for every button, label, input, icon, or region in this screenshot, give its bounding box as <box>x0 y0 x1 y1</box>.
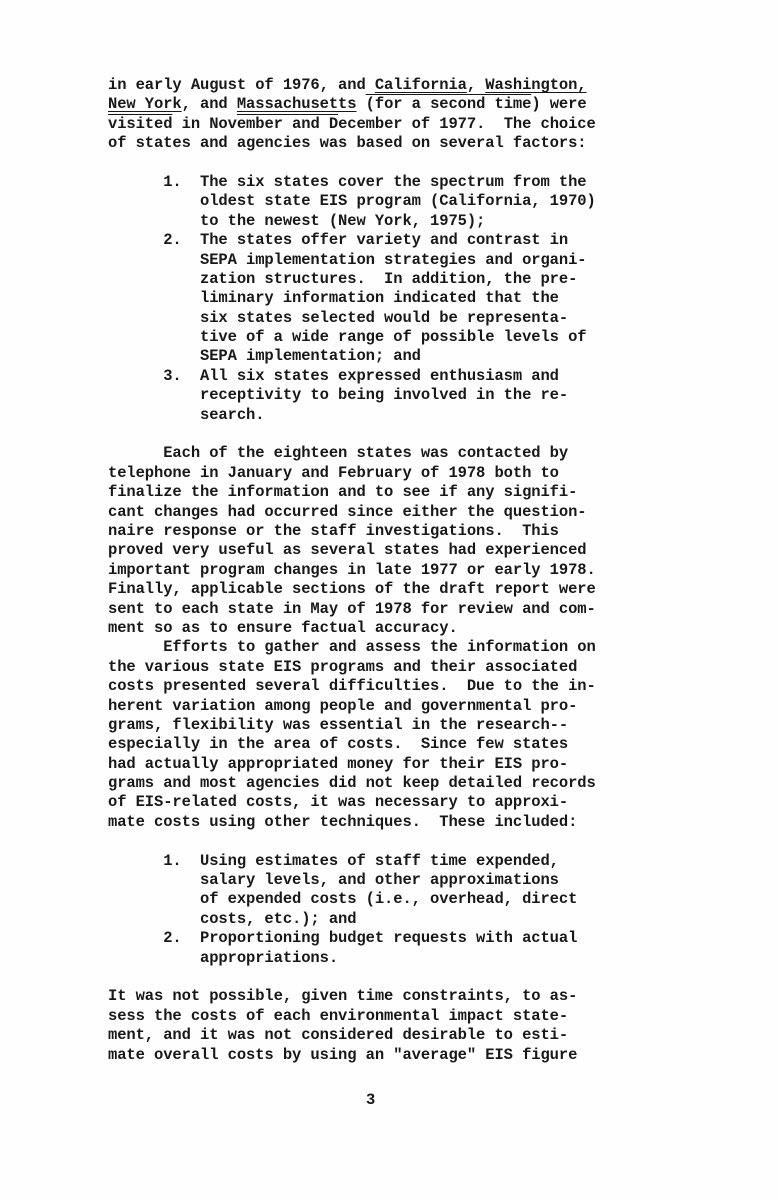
text-segment: telephone in January and February of 1978 both to <box>108 463 559 482</box>
text-segment: of expended costs (i.e., overhead, direct <box>108 890 578 909</box>
text-segment: naire response or the staff investigations. This <box>108 521 559 540</box>
text-line <box>108 852 668 871</box>
text-line <box>108 406 668 425</box>
text-segment <box>356 95 365 113</box>
text-line <box>108 735 668 754</box>
text-segment: costs, etc.); and <box>108 909 357 928</box>
text-segment: Finally, applicable sections of the draft report were <box>108 580 596 599</box>
text-line <box>108 95 668 114</box>
text-segment: the various state EIS programs and their associated <box>108 657 578 676</box>
text-line <box>108 716 668 735</box>
text-line <box>108 697 668 716</box>
text-line <box>108 503 668 522</box>
overstruck-text: visited <box>108 114 173 133</box>
text-segment: herent variation among people and governmental pro- <box>108 696 578 715</box>
text-segment: cant changes had occurred since either the question- <box>108 502 587 521</box>
text-line <box>108 871 668 890</box>
text-segment: of EIS-related costs, it was necessary to approxi- <box>108 793 569 812</box>
text-line <box>108 464 668 483</box>
overstruck-text: (for a second time <box>365 95 532 114</box>
text-segment: to the newest (New York, 1975); <box>108 211 486 230</box>
text-line <box>108 212 668 231</box>
text-segment: It was not possible, given time constraints, to as- <box>108 987 578 1006</box>
text-segment: ment, and it was not considered desirable to esti- <box>108 1026 569 1045</box>
text-segment: costs presented several difficulties. Due to the in- <box>108 677 596 696</box>
text-segment: liminary information indicated that the <box>108 289 559 308</box>
text-segment: Each of the eighteen states was contacted by <box>108 444 569 463</box>
text-line <box>108 231 668 250</box>
text-segment: mate costs using other techniques. These included: <box>108 812 578 831</box>
text-segment: six states selected would be representa- <box>108 308 569 327</box>
text-line <box>108 76 668 95</box>
underlined-text: New York <box>108 95 182 114</box>
text-line <box>108 1046 668 1065</box>
text-segment: oldest state EIS program (California, 1970) <box>108 192 596 211</box>
text-segment: 1. The six states cover the spectrum from the <box>108 172 587 191</box>
text-line <box>108 949 668 968</box>
text-line <box>108 910 668 929</box>
text-segment: grams, flexibility was essential in the research-- <box>108 715 569 734</box>
text-segment: ecember of 1977. The choice <box>338 114 596 133</box>
text-segment: important program changes in late 1977 or early 1978. <box>108 560 596 579</box>
text-segment: mate overall costs by using an "average" EIS figure <box>108 1045 578 1064</box>
text-segment: sess the costs of each environmental impact state- <box>108 1006 569 1025</box>
overstruck-text: ember and D <box>236 114 339 133</box>
text-line <box>108 600 668 619</box>
blank-line <box>108 968 668 987</box>
text-segment: proved very useful as several states had experienced <box>108 541 587 560</box>
text-segment: SEPA implementation; and <box>108 347 421 366</box>
text-segment: tive of a wide range of possible levels of <box>108 328 587 347</box>
text-segment: sent to each state in May of 1978 for review and com- <box>108 599 596 618</box>
text-line <box>108 347 668 366</box>
text-segment: salary levels, and other approximations <box>108 871 559 890</box>
text-line <box>108 580 668 599</box>
text-line <box>108 1026 668 1045</box>
page-number: 3 <box>366 1091 376 1109</box>
text-line <box>108 522 668 541</box>
text-segment: appropriations. <box>108 948 339 967</box>
underlined-text: Washington, <box>485 76 587 94</box>
text-line <box>108 270 668 289</box>
text-segment: finalize the information and to see if any signifi- <box>108 483 578 502</box>
text-segment: ment so as to ensure factual accuracy. <box>108 618 458 637</box>
text-line <box>108 134 668 153</box>
text-segment: , <box>466 76 486 94</box>
text-line <box>108 987 668 1006</box>
text-line <box>108 289 668 308</box>
text-line <box>108 367 668 386</box>
text-segment: especially in the area of costs. Since few states <box>108 735 569 754</box>
text-line <box>108 192 668 211</box>
text-line <box>108 1007 668 1026</box>
text-line <box>108 483 668 502</box>
text-segment: in Nov <box>172 114 237 133</box>
text-segment: grams and most agencies did not keep detailed records <box>108 774 596 793</box>
text-segment: of states and agencies was based on several factors: <box>108 134 587 153</box>
text-segment: ) were <box>531 95 587 114</box>
text-line <box>108 793 668 812</box>
text-line <box>108 890 668 909</box>
text-segment: zation structures. In addition, the pre- <box>108 269 578 288</box>
text-line <box>108 115 668 134</box>
underlined-text: Massachusetts <box>236 95 357 114</box>
blank-line <box>108 832 668 851</box>
text-segment: 3. All six states expressed enthusiasm and <box>108 366 559 385</box>
text-line <box>108 444 668 463</box>
text-line <box>108 309 668 328</box>
text-segment: had actually appropriated money for their EIS pro- <box>108 754 569 773</box>
text-line <box>108 386 668 405</box>
text-line <box>108 677 668 696</box>
text-line <box>108 658 668 677</box>
underlined-text: California <box>374 76 467 94</box>
text-segment: 2. Proportioning budget requests with actual <box>108 929 578 948</box>
text-line <box>108 541 668 560</box>
text-segment: receptivity to being involved in the re- <box>108 386 569 405</box>
text-segment: 2. The states offer variety and contrast in <box>108 231 569 250</box>
text-line <box>108 755 668 774</box>
blank-line <box>108 425 668 444</box>
text-line <box>108 251 668 270</box>
text-line <box>108 638 668 657</box>
text-segment: , and <box>181 95 237 114</box>
text-block <box>108 76 668 1065</box>
text-line <box>108 774 668 793</box>
text-segment: search. <box>108 405 265 424</box>
text-segment: in early August of 1976, and <box>108 76 375 94</box>
text-line <box>108 619 668 638</box>
text-segment: SEPA implementation strategies and organi- <box>108 250 587 269</box>
text-line <box>108 328 668 347</box>
blank-line <box>108 154 668 173</box>
text-line <box>108 929 668 948</box>
text-line <box>108 173 668 192</box>
text-segment: 1. Using estimates of staff time expended, <box>108 851 559 870</box>
text-line <box>108 561 668 580</box>
text-line <box>108 813 668 832</box>
text-segment: Efforts to gather and assess the information on <box>108 638 596 657</box>
